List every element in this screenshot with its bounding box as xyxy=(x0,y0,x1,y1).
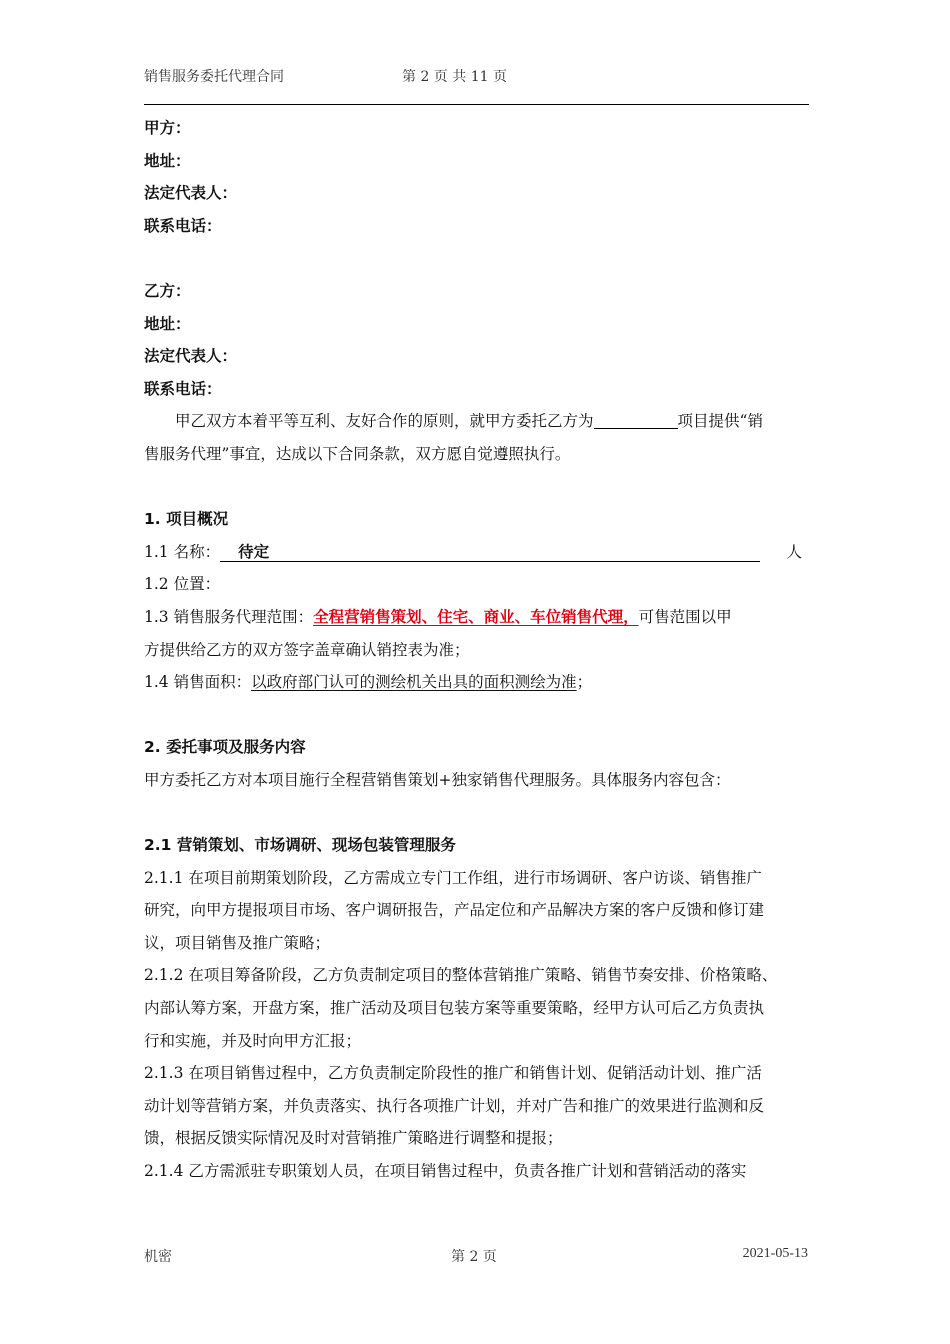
item-1-3-line-2: 方提供给乙方的双方签字盖章确认销控表为准； xyxy=(144,640,470,659)
spacer xyxy=(144,699,808,732)
party-b-phone: 联系电话： xyxy=(144,379,222,398)
spacer xyxy=(144,242,808,275)
spacer xyxy=(144,796,808,829)
section-2-1-title: 2.1 营销策划、市场调研、现场包装管理服务 xyxy=(144,836,456,855)
para-2-1-1-line: 研究，向甲方提报项目市场、客户调研报告，产品定位和产品解决方案的客户反馈和修订建 xyxy=(144,901,765,920)
item-1-2: 1.2 位置： xyxy=(144,575,221,594)
item-1-1-value: 待定 xyxy=(238,542,270,561)
para-2-1-1-line: 2.1.1 在项目前期策划阶段，乙方需成立专门工作组，进行市场调研、客户访谈、销售推广 xyxy=(144,868,762,887)
item-1-4 xyxy=(144,666,808,699)
footer-page-number: 第 2 页 xyxy=(451,1249,497,1265)
item-1-3 xyxy=(144,601,808,634)
footer-date: 2021-05-13 xyxy=(742,1246,808,1261)
item-1-1-field xyxy=(220,543,760,562)
para-2-1-2-line: 2.1.2 在项目筹备阶段，乙方负责制定项目的整体营销推广策略、销售节奏安排、价格策略、 xyxy=(144,966,778,985)
preamble-text-b: 项目提供“销 xyxy=(677,412,763,431)
item-1-4-tail: ； xyxy=(576,673,593,692)
preamble-line-1 xyxy=(144,405,808,438)
para-2-1-2-line: 内部认筹方案，开盘方案，推广活动及项目包装方案等重要策略，经甲方认可后乙方负责执 xyxy=(144,999,765,1018)
para-2-1-4-line: 2.1.4 乙方需派驻专职策划人员，在项目销售过程中，负责各推广计划和营销活动的落实 xyxy=(144,1162,747,1180)
section-2-title: 2. 委托事项及服务内容 xyxy=(144,738,306,757)
para-2-1-3-line: 馈，根据反馈实际情况及时对营销推广策略进行调整和提报； xyxy=(144,1129,563,1148)
party-b-label: 乙方： xyxy=(144,281,191,300)
party-b-address: 地址： xyxy=(144,314,191,333)
preamble-text-a: 甲乙双方本着平等互利、友好合作的原则，就甲方委托乙方为 xyxy=(175,412,594,431)
para-2-1-1-line: 议，项目销售及推广策略； xyxy=(144,933,331,952)
item-1-4-label: 1.4 销售面积： xyxy=(144,673,252,692)
para-2-1-3-line: 动计划等营销方案，并负责落实、执行各项推广计划，并对广告和推广的效果进行监测和反 xyxy=(144,1096,765,1115)
section-2-intro: 甲方委托乙方对本项目施行全程营销售策划+独家销售代理服务。具体服务内容包含： xyxy=(144,770,731,789)
item-1-3-scope: 全程营销售策划、住宅、商业、车位销售代理， xyxy=(313,607,639,626)
party-a-legal-rep: 法定代表人： xyxy=(144,184,238,203)
header-doc-title: 销售服务委托代理合同 xyxy=(144,69,284,85)
page-header xyxy=(144,66,808,88)
para-2-1-3-line: 2.1.3 在项目销售过程中，乙方负责制定阶段性的推广和销售计划、促销活动计划、推广活 xyxy=(144,1064,762,1083)
party-a-phone: 联系电话： xyxy=(144,216,222,235)
item-1-1 xyxy=(144,536,808,569)
page-footer xyxy=(144,1246,808,1266)
item-1-3-tail: 可售范围以甲 xyxy=(638,607,732,626)
item-1-3-label: 1.3 销售服务代理范围： xyxy=(144,607,314,626)
item-1-4-value: 以政府部门认可的测绘机关出具的面积测绘为准 xyxy=(251,673,577,692)
party-a-label: 甲方： xyxy=(144,119,191,137)
preamble-line-2: 售服务代理”事宜，达成以下合同条款，双方愿自觉遵照执行。 xyxy=(144,444,571,463)
spacer xyxy=(144,471,808,504)
document-body xyxy=(144,112,808,1188)
project-name-blank xyxy=(594,410,678,429)
header-page-info: 第 2 页 共 11 页 xyxy=(402,69,507,85)
party-a-address: 地址： xyxy=(144,151,191,170)
header-divider xyxy=(144,104,809,105)
section-1-title: 1. 项目概况 xyxy=(144,510,229,529)
item-1-1-label: 1.1 名称： xyxy=(144,542,221,561)
party-b-legal-rep: 法定代表人： xyxy=(144,347,238,366)
item-1-1-tail: 人 xyxy=(786,542,802,561)
footer-confidential: 机密 xyxy=(144,1249,172,1265)
para-2-1-2-line: 行和实施，并及时向甲方汇报； xyxy=(144,1031,362,1050)
